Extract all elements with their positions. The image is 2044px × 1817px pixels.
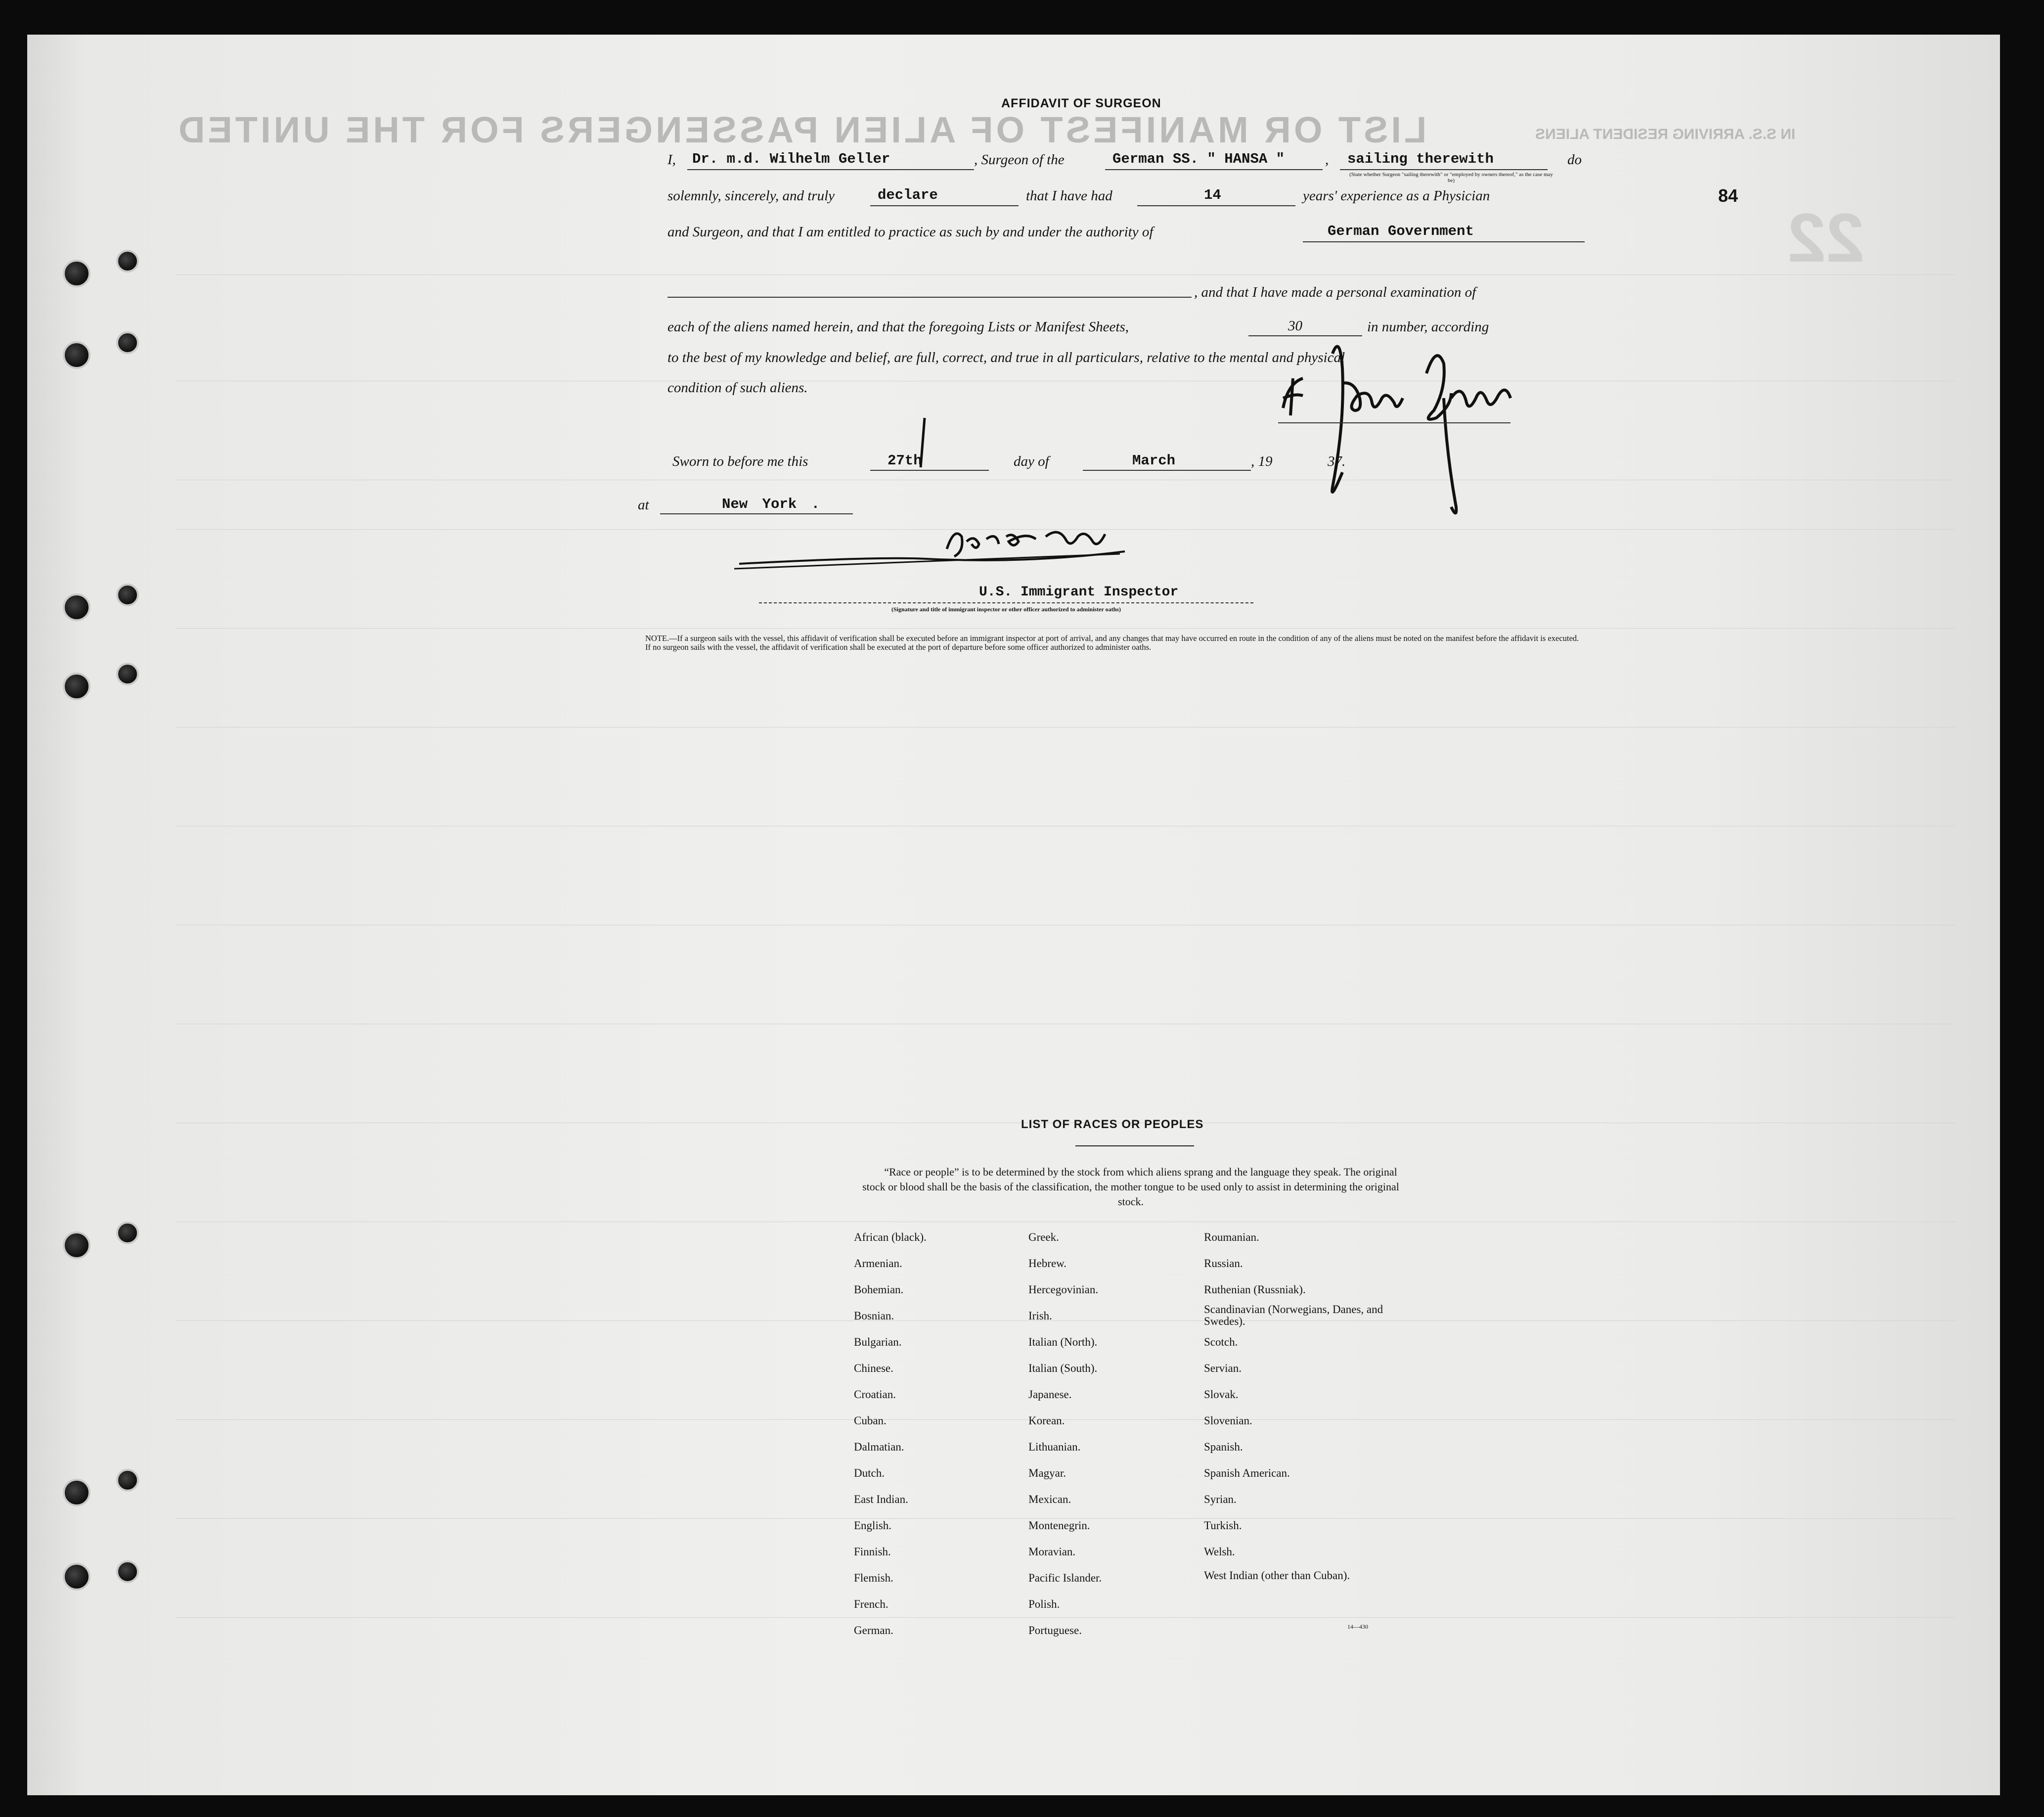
race-item: Mexican. bbox=[1028, 1493, 1071, 1505]
race-item: Slovak. bbox=[1204, 1388, 1239, 1401]
manifest-sheet-count: 30 bbox=[1288, 318, 1302, 334]
race-item: Bohemian. bbox=[854, 1283, 904, 1296]
sworn-year: 37. bbox=[1328, 454, 1346, 469]
race-item: Ruthenian (Russniak). bbox=[1204, 1283, 1306, 1296]
inspector-hint: (Signature and title of immigrant inspector or other officer authorized to administer oaths) bbox=[891, 606, 1121, 613]
race-item: Croatian. bbox=[854, 1388, 896, 1401]
races-intro: “Race or people” is to be determined by the stock from which aliens sprang and the language they speak. The original stock or blood shall be the basis of the classification, the mother tongue to be used only to assist in determining the original stock. bbox=[862, 1166, 1399, 1208]
binder-hole bbox=[116, 1469, 139, 1492]
practice-authority: German Government bbox=[1328, 223, 1474, 239]
race-item: Russian. bbox=[1204, 1257, 1243, 1270]
race-item: Polish. bbox=[1028, 1598, 1060, 1610]
sworn-text: Sworn to before me this bbox=[672, 454, 808, 469]
race-item: Slovenian. bbox=[1204, 1414, 1252, 1427]
race-item: African (black). bbox=[854, 1231, 927, 1243]
race-item: Turkish. bbox=[1204, 1519, 1242, 1532]
affidavit-note-1: NOTE.—If a surgeon sails with the vessel, this affidavit of verification shall be executed before an immigrant inspector at port of arrival, and any changes that may have occurred en route in the condition of any of the aliens must be noted on the manifest before the affidavit is executed. bbox=[645, 634, 1579, 643]
race-item: Pacific Islander. bbox=[1028, 1572, 1102, 1584]
binder-hole bbox=[63, 593, 90, 621]
binder-hole bbox=[116, 331, 139, 354]
affidavit-line1-surgeon-of: , Surgeon of the bbox=[974, 152, 1065, 168]
binder-hole bbox=[63, 341, 90, 369]
race-item: Dutch. bbox=[854, 1467, 885, 1479]
sworn-year-prefix: , 19 bbox=[1251, 454, 1273, 469]
years-experience: 14 bbox=[1204, 187, 1221, 203]
race-item: Armenian. bbox=[854, 1257, 902, 1270]
affidavit-line5-text: each of the aliens named herein, and that the foregoing Lists or Manifest Sheets, bbox=[667, 319, 1129, 335]
affidavit-line2-text: solemnly, sincerely, and truly bbox=[667, 188, 835, 204]
race-item: French. bbox=[854, 1598, 889, 1610]
bleed-through-mark: 22 bbox=[1787, 199, 1865, 276]
affidavit-line5-end: in number, according bbox=[1367, 319, 1489, 335]
binder-hole bbox=[63, 1479, 90, 1506]
affidavit-line3-text: and Surgeon, and that I am entitled to practice as such by and under the authority of bbox=[667, 224, 1154, 240]
race-item: Bulgarian. bbox=[854, 1336, 902, 1348]
sworn-day: 27th bbox=[888, 453, 922, 469]
binder-hole bbox=[116, 250, 139, 273]
race-item: Korean. bbox=[1028, 1414, 1065, 1427]
binder-hole bbox=[116, 1560, 139, 1583]
sworn-day-of: day of bbox=[1014, 454, 1049, 469]
inspector-title: U.S. Immigrant Inspector bbox=[979, 585, 1179, 600]
affidavit-title: AFFIDAVIT OF SURGEON bbox=[1001, 96, 1161, 110]
races-column-3 bbox=[1204, 1224, 1392, 1596]
form-number: 14—430 bbox=[1347, 1623, 1368, 1630]
sworn-month: March bbox=[1132, 453, 1176, 469]
affidavit-note bbox=[625, 634, 1590, 652]
race-item: Syrian. bbox=[1204, 1493, 1237, 1505]
declaration-verb: declare bbox=[878, 187, 938, 203]
affidavit-line4-text: , and that I have made a personal examination of bbox=[1194, 284, 1476, 300]
race-item: Hercegovinian. bbox=[1028, 1283, 1099, 1296]
binder-hole bbox=[63, 1563, 90, 1590]
affidavit-line6-text: to the best of my knowledge and belief, are full, correct, and true in all particulars, relative to the mental and physical bbox=[667, 350, 1345, 365]
race-item: Spanish. bbox=[1204, 1441, 1243, 1453]
surgeon-status: sailing therewith bbox=[1347, 151, 1494, 167]
race-item: Spanish American. bbox=[1204, 1467, 1290, 1479]
race-item: West Indian (other than Cuban). bbox=[1204, 1569, 1350, 1582]
race-item: Scandinavian (Norwegians, Danes, and Swedes). bbox=[1204, 1303, 1383, 1327]
binder-hole bbox=[63, 260, 90, 287]
binder-hole bbox=[63, 673, 90, 700]
race-item: Montenegrin. bbox=[1028, 1519, 1090, 1532]
race-item: Japanese. bbox=[1028, 1388, 1072, 1401]
race-item: Irish. bbox=[1028, 1310, 1052, 1322]
race-item: Cuban. bbox=[854, 1414, 887, 1427]
manifest-sheet: LIST OR MANIFEST OF ALIEN PASSENGERS FOR THE UNITED IN S.S. ARRIVING RESIDENT ALIENS 22 84 AFFIDAVIT OF SURGEON I, Dr. m.d. Wilhelm Geller , Surgeon of the German SS. " HANSA " , sailing therewith (State whether Surgeon "sailing therewith" or "employed by owners thereof," as the case may be) do solemnly, sincerely, and truly declare that I have had 14 years' experience as a Physician and Surgeon, and that I am entitled to practice as such by and under the authority of German Government , and that I have made a personal examination of each of the aliens named herein, and that the foregoing Lists or Manifest Sheets, 30 in number, according to the best of my knowledge and belief, are full, correct, and true in all particulars, relative to the mental and physical condition of such aliens. Sworn to before me this 27th day of March , 19 37. at New York . U.S. Immigrant Inspector (Signature and title of immigrant inspector or other officer authorized to administer oaths) NOTE.—If a surgeon sails with the vessel, this affidavit of verification shall be executed before an immigrant inspector at port of arrival, and any changes that may have occurred en route in the condition of any of the aliens must be noted on the manifest before the affidavit is executed. If no surgeon sails with the vessel, the affidavit of verification shall be executed at the port of departure before some officer authorized to administer oaths. LIST OF RACES OR PEOPLES “Race or people” is to be determined by the stock from which aliens sprang and the language they speak. The original stock or blood shall be the basis of the classification, the mother tongue to be used only to assist in determining the original stock. African (black). Armenian. Bohemian. Bosnian. Bulgarian. Chinese. Croatian. Cuban. Dalmatian. Dutch. East Indian. English. Finnish. Flemish. French. German. Greek. Hebrew. Hercegovinian. Irish. Italian (North). Italian (South). Japanese. Korean. Lithuanian. Magyar. Mexican. Montenegrin. Moravian. Pacific Islander. Polish. Portuguese. Roumanian. Russian. Ruthenian (Russniak). Scandinavian (Norwegians, Danes, and Swedes). Scotch. Servian. Slovak. Slovenian. Spanish. Spanish American. Syrian. Turkish. Welsh. West Indian (other than Cuban). 14—430 bbox=[27, 35, 2000, 1795]
race-item: Hebrew. bbox=[1028, 1257, 1067, 1270]
place-at: at bbox=[638, 497, 649, 513]
race-item: Flemish. bbox=[854, 1572, 893, 1584]
races-title: LIST OF RACES OR PEOPLES bbox=[1021, 1118, 1204, 1131]
bleed-through-title: LIST OR MANIFEST OF ALIEN PASSENGERS FOR THE UNITED bbox=[176, 109, 1427, 150]
race-item: Moravian. bbox=[1028, 1545, 1076, 1558]
affidavit-note-2: If no surgeon sails with the vessel, the affidavit of verification shall be executed at the port of departure before some officer authorized to administer oaths. bbox=[645, 642, 1152, 652]
races-column-1 bbox=[854, 1224, 927, 1643]
race-item: Chinese. bbox=[854, 1362, 893, 1374]
race-item: Italian (South). bbox=[1028, 1362, 1098, 1374]
binder-hole bbox=[116, 584, 139, 606]
inspector-signature bbox=[729, 522, 1224, 576]
surgeon-name: Dr. m.d. Wilhelm Geller bbox=[692, 151, 890, 167]
race-item: Magyar. bbox=[1028, 1467, 1066, 1479]
day-correction-mark bbox=[915, 415, 934, 470]
affidavit-line2-end: years' experience as a Physician bbox=[1303, 188, 1490, 204]
race-item: Dalmatian. bbox=[854, 1441, 904, 1453]
race-item: Finnish. bbox=[854, 1545, 891, 1558]
race-item: Italian (North). bbox=[1028, 1336, 1098, 1348]
affidavit-line1-prefix: I, bbox=[667, 152, 676, 168]
vessel-name: German SS. " HANSA " bbox=[1112, 151, 1285, 167]
race-item: Lithuanian. bbox=[1028, 1441, 1081, 1453]
affidavit-line1-end: do bbox=[1567, 152, 1582, 168]
race-item: German. bbox=[854, 1624, 893, 1636]
race-item: Roumanian. bbox=[1204, 1231, 1259, 1243]
surgeon-status-hint: (State whether Surgeon "sailing therewith" or "employed by owners thereof," as the case may be) bbox=[1349, 172, 1553, 183]
race-item: Greek. bbox=[1028, 1231, 1059, 1243]
race-item: Welsh. bbox=[1204, 1545, 1235, 1558]
race-item: Portuguese. bbox=[1028, 1624, 1082, 1636]
surgeon-signature bbox=[1273, 324, 1550, 522]
binder-hole bbox=[116, 663, 139, 685]
affidavit-line7-text: condition of such aliens. bbox=[667, 380, 808, 396]
binder-hole bbox=[63, 1231, 90, 1259]
bleed-through-header: IN S.S. ARRIVING RESIDENT ALIENS bbox=[1535, 126, 1796, 142]
race-item: Bosnian. bbox=[854, 1310, 894, 1322]
page-number: 84 bbox=[1718, 185, 1738, 206]
race-item: Scotch. bbox=[1204, 1336, 1238, 1348]
race-item: English. bbox=[854, 1519, 892, 1532]
affidavit-line2-mid: that I have had bbox=[1026, 188, 1112, 204]
races-column-2 bbox=[1028, 1224, 1102, 1643]
place-city: New York . bbox=[722, 496, 820, 512]
binder-hole bbox=[116, 1222, 139, 1244]
race-item: East Indian. bbox=[854, 1493, 908, 1505]
race-item: Servian. bbox=[1204, 1362, 1242, 1374]
